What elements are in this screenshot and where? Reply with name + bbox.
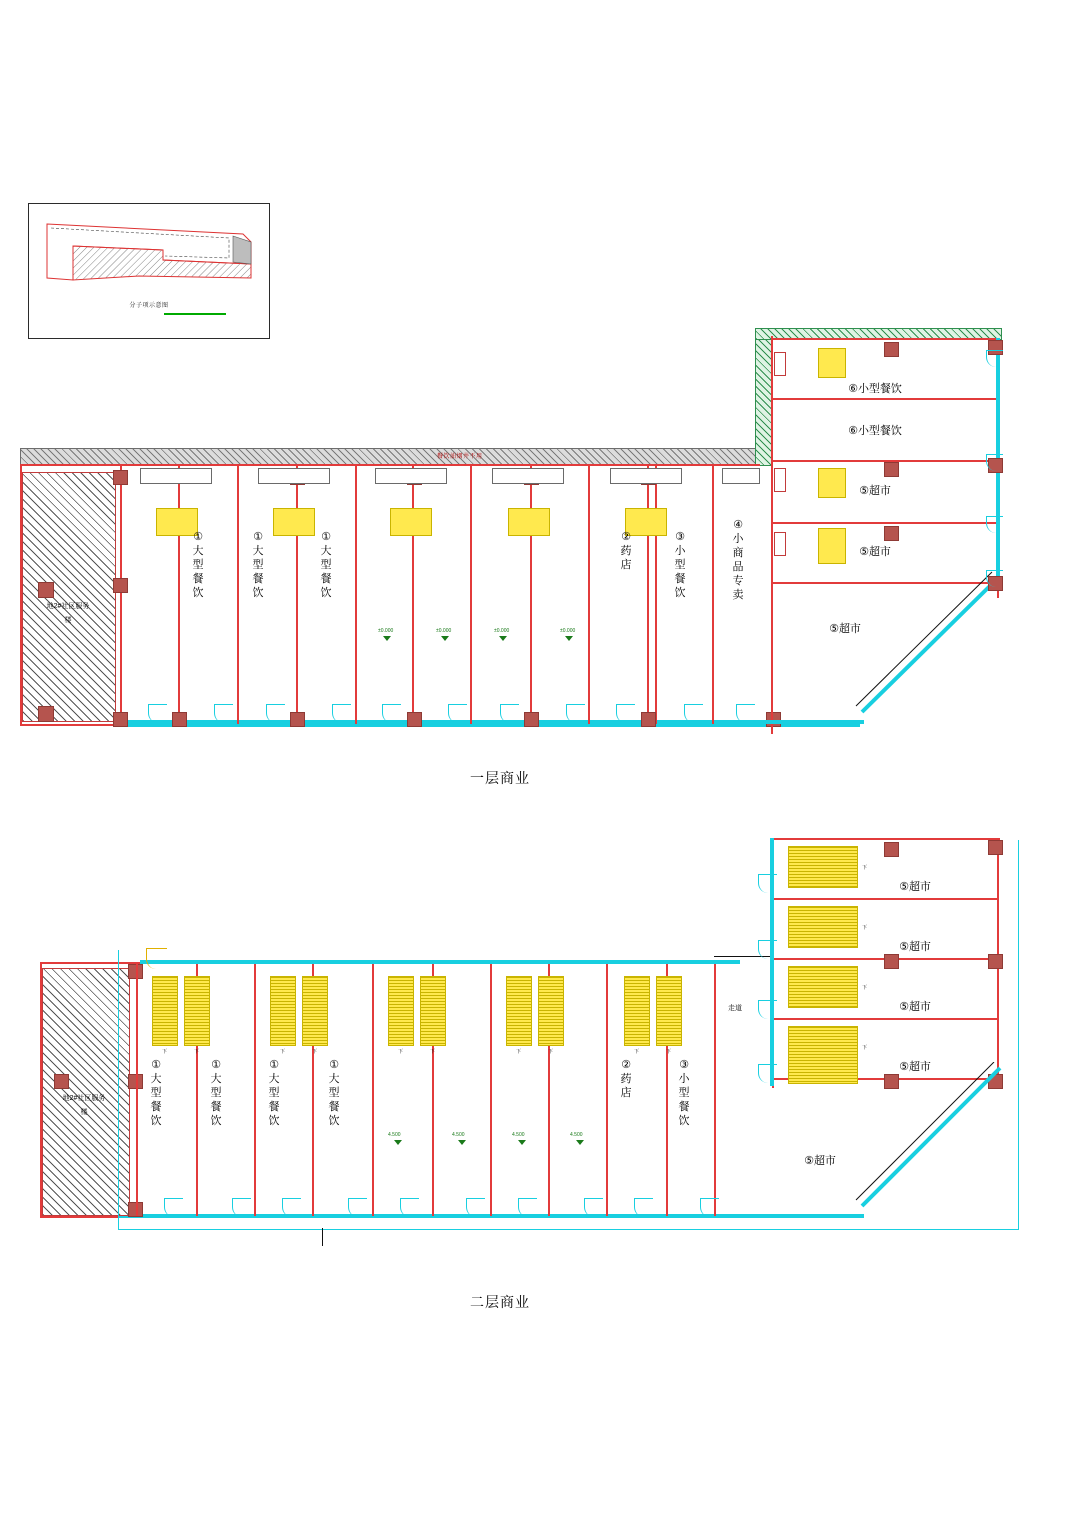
unit-number: ③ bbox=[679, 1059, 689, 1071]
partition-wall bbox=[530, 466, 532, 716]
partition-wall bbox=[647, 466, 649, 716]
banner-note-f1: 餐饮油烟井不用 bbox=[437, 454, 483, 460]
unit-number: ⑤ bbox=[899, 1001, 909, 1013]
door-arc bbox=[348, 1198, 367, 1217]
fixture-group bbox=[258, 468, 330, 484]
unit-name: 超市 bbox=[868, 546, 891, 558]
unit-label bbox=[820, 412, 930, 438]
wing-div-1-f2 bbox=[774, 898, 998, 900]
service-block-label-f2: 地2#社区服务楼 bbox=[62, 1095, 106, 1116]
stair-core-highlight bbox=[538, 976, 564, 1046]
unit-label: ③ 小 型 餐 饮 bbox=[678, 1059, 690, 1127]
service-block-f1 bbox=[22, 472, 116, 722]
elevation-mark: 4.500 bbox=[570, 1132, 583, 1138]
service-block-label-f1: 地2#社区服务楼 bbox=[46, 603, 90, 624]
column bbox=[988, 840, 1003, 855]
stair-core-highlight bbox=[420, 976, 446, 1046]
partition-wall bbox=[296, 466, 298, 716]
partition-wall bbox=[655, 466, 657, 724]
door-arc bbox=[164, 1198, 183, 1217]
stair-core-highlight bbox=[270, 976, 296, 1046]
column bbox=[290, 712, 305, 727]
stair-core-highlight bbox=[388, 976, 414, 1046]
column bbox=[641, 712, 656, 727]
key-plan-box bbox=[28, 203, 270, 339]
column bbox=[38, 582, 54, 598]
door-arc bbox=[758, 940, 777, 959]
tick-mark bbox=[322, 1228, 323, 1246]
unit-number: ② bbox=[621, 1059, 631, 1071]
partition-wall bbox=[237, 466, 239, 724]
elevation-triangle bbox=[441, 636, 449, 641]
stair-core-highlight bbox=[506, 976, 532, 1046]
door-arc bbox=[700, 1198, 719, 1217]
unit-label: ① 大 型 餐 饮 bbox=[320, 531, 332, 599]
column bbox=[54, 1074, 69, 1089]
unit-label: ①大 型 餐 饮 bbox=[210, 1059, 222, 1127]
door-arc bbox=[382, 704, 401, 723]
unit-label bbox=[820, 370, 930, 396]
unit-number: ⑤ bbox=[829, 623, 839, 635]
stair-direction-mark: 下 bbox=[312, 1049, 318, 1055]
unit-number: ② bbox=[621, 531, 631, 543]
partition-wall bbox=[372, 964, 374, 1216]
door-arc bbox=[616, 704, 635, 723]
door-arc bbox=[518, 1198, 537, 1217]
unit-number: ④ bbox=[733, 519, 743, 531]
unit-number: ⑤ bbox=[859, 546, 869, 558]
partition-wall bbox=[712, 466, 714, 724]
floor-1-plan bbox=[0, 320, 1080, 790]
column bbox=[884, 954, 899, 969]
unit-number: ⑤ bbox=[804, 1155, 814, 1167]
unit-number: ① bbox=[211, 1059, 221, 1071]
stair-direction-mark: 下 bbox=[430, 1049, 436, 1055]
unit-label: ① 大 型 餐 饮 bbox=[192, 531, 204, 599]
unit-label bbox=[790, 610, 900, 636]
column bbox=[884, 342, 899, 357]
partition-wall bbox=[714, 964, 716, 1216]
unit-label bbox=[860, 988, 970, 1014]
stair-core-highlight bbox=[624, 976, 650, 1046]
door-arc bbox=[214, 704, 233, 723]
elevation-triangle bbox=[394, 1140, 402, 1145]
stair-direction-mark: 下 bbox=[862, 925, 868, 931]
wing-wall-top-f1 bbox=[771, 338, 999, 340]
stair-core-highlight bbox=[184, 976, 210, 1046]
partition-wall bbox=[136, 964, 138, 1216]
unit-number: ① bbox=[269, 1059, 279, 1071]
column bbox=[172, 712, 187, 727]
elevation-mark: ±0.000 bbox=[436, 628, 452, 634]
unit-number: ① bbox=[193, 531, 203, 543]
column bbox=[884, 842, 899, 857]
elevation-mark: ±0.000 bbox=[378, 628, 394, 634]
key-plan-caption: 分子项示意图 bbox=[129, 303, 169, 309]
fixture-group bbox=[722, 468, 760, 484]
column bbox=[988, 954, 1003, 969]
stair-core-highlight bbox=[390, 508, 432, 536]
elevation-mark: ±0.000 bbox=[560, 628, 576, 634]
elevation-triangle bbox=[458, 1140, 466, 1145]
stair-core-highlight bbox=[788, 906, 858, 948]
unit-label bbox=[820, 472, 930, 498]
floor-caption-f2: 二层商业 bbox=[470, 1294, 530, 1310]
stair-direction-mark: 下 bbox=[862, 865, 868, 871]
door-arc bbox=[146, 948, 167, 969]
column bbox=[407, 712, 422, 727]
elevation-mark: ±0.000 bbox=[494, 628, 510, 634]
unit-number: ⑤ bbox=[899, 941, 909, 953]
unit-label: ④ 小 商 品 专 卖 bbox=[732, 519, 744, 601]
fixture-group bbox=[610, 468, 682, 484]
partition-wall bbox=[178, 466, 180, 716]
stair-direction-mark: 下 bbox=[194, 1049, 200, 1055]
partition-wall bbox=[412, 466, 414, 716]
key-plan-shape bbox=[43, 220, 255, 302]
unit-name: 超市 bbox=[908, 1001, 931, 1013]
floor-2-plan bbox=[0, 830, 1080, 1350]
unit-name: 超市 bbox=[868, 485, 891, 497]
partition-wall bbox=[120, 466, 122, 724]
unit-name: 超市 bbox=[838, 623, 861, 635]
door-arc bbox=[634, 1198, 653, 1217]
window-mark bbox=[774, 532, 786, 556]
stair-direction-mark: 下 bbox=[548, 1049, 554, 1055]
site-outline bbox=[118, 1228, 1018, 1230]
elevation-mark: 4.500 bbox=[452, 1132, 465, 1138]
partition-wall bbox=[606, 964, 608, 1216]
wing-wall-left-f1 bbox=[771, 336, 773, 734]
wing-div-3-f2 bbox=[774, 1018, 998, 1020]
unit-label: ② 药 店 bbox=[620, 531, 632, 571]
unit-number: ⑤ bbox=[859, 485, 869, 497]
door-arc bbox=[148, 704, 167, 723]
unit-label: ①大 型 餐 饮 bbox=[328, 1059, 340, 1127]
corridor-label: 走道 bbox=[728, 1005, 742, 1012]
wing-div-3 bbox=[773, 522, 997, 524]
stair-direction-mark: 下 bbox=[862, 985, 868, 991]
door-arc bbox=[566, 704, 585, 723]
elevation-triangle bbox=[576, 1140, 584, 1145]
column bbox=[113, 578, 128, 593]
unit-label: ① 大 型 餐 饮 bbox=[252, 531, 264, 599]
partition-wall bbox=[490, 964, 492, 1216]
stair-core-highlight bbox=[508, 508, 550, 536]
door-arc bbox=[500, 704, 519, 723]
unit-name: 超市 bbox=[813, 1155, 836, 1167]
door-arc bbox=[584, 1198, 603, 1217]
elevation-mark: 4.500 bbox=[512, 1132, 525, 1138]
stair-direction-mark: 下 bbox=[280, 1049, 286, 1055]
column bbox=[524, 712, 539, 727]
elevation-triangle bbox=[518, 1140, 526, 1145]
door-arc bbox=[986, 570, 1003, 587]
door-arc bbox=[282, 1198, 301, 1217]
unit-name: 超市 bbox=[908, 881, 931, 893]
door-arc bbox=[466, 1198, 485, 1217]
elevation-triangle bbox=[499, 636, 507, 641]
stair-direction-mark: 下 bbox=[162, 1049, 168, 1055]
unit-label bbox=[860, 928, 970, 954]
unit-label bbox=[860, 868, 970, 894]
column bbox=[113, 712, 128, 727]
unit-name: 小型餐饮 bbox=[857, 425, 902, 437]
site-outline-right bbox=[1018, 840, 1020, 1230]
stair-core-highlight bbox=[788, 846, 858, 888]
fixture-group bbox=[375, 468, 447, 484]
stair-core-highlight bbox=[788, 966, 858, 1008]
elevation-triangle bbox=[383, 636, 391, 641]
stair-direction-mark: 下 bbox=[634, 1049, 640, 1055]
fixture-group bbox=[140, 468, 212, 484]
wing-wall-top-f2 bbox=[772, 838, 1000, 840]
partition-wall bbox=[470, 466, 472, 724]
partition-wall bbox=[355, 466, 357, 724]
unit-label bbox=[820, 533, 930, 559]
glazing-south-wing bbox=[760, 720, 864, 724]
door-arc bbox=[400, 1198, 419, 1217]
unit-name: 超市 bbox=[908, 941, 931, 953]
unit-number: ⑥ bbox=[848, 425, 858, 437]
door-arc bbox=[232, 1198, 251, 1217]
unit-label: ③ 小 型 餐 饮 bbox=[674, 531, 686, 599]
partition-wall bbox=[588, 466, 590, 724]
door-arc bbox=[736, 704, 755, 723]
diagonal-glazing-f1 bbox=[840, 570, 1010, 730]
door-arc bbox=[758, 1064, 777, 1083]
unit-number: ⑤ bbox=[899, 1061, 909, 1073]
unit-number: ⑤ bbox=[899, 881, 909, 893]
column bbox=[38, 706, 54, 722]
door-arc bbox=[758, 1000, 777, 1019]
stair-core-highlight bbox=[656, 976, 682, 1046]
elevation-mark: 4.500 bbox=[388, 1132, 401, 1138]
door-arc bbox=[986, 454, 1003, 471]
key-plan-underline bbox=[164, 313, 226, 315]
site-outline-left bbox=[118, 950, 120, 1230]
partition-wall bbox=[254, 964, 256, 1216]
floor-caption-f1: 一层商业 bbox=[470, 770, 530, 786]
unit-number: ① bbox=[321, 531, 331, 543]
door-arc bbox=[986, 350, 1003, 367]
unit-label: ①大 型 餐 饮 bbox=[268, 1059, 280, 1127]
stair-direction-mark: 下 bbox=[516, 1049, 522, 1055]
wing-div-1 bbox=[773, 398, 997, 400]
door-arc bbox=[266, 704, 285, 723]
door-arc bbox=[758, 874, 777, 893]
stair-direction-mark: 下 bbox=[666, 1049, 672, 1055]
door-arc bbox=[332, 704, 351, 723]
unit-label: ①大 型 餐 饮 bbox=[150, 1059, 162, 1127]
unit-number: ⑥ bbox=[848, 383, 858, 395]
unit-name: 超市 bbox=[908, 1061, 931, 1073]
glazing-south-wing-f2 bbox=[758, 1214, 864, 1218]
window-mark bbox=[774, 352, 786, 376]
stair-core-highlight bbox=[302, 976, 328, 1046]
unit-number: ① bbox=[151, 1059, 161, 1071]
elevation-triangle bbox=[565, 636, 573, 641]
door-arc bbox=[986, 516, 1003, 533]
door-arc bbox=[448, 704, 467, 723]
stair-direction-mark: 下 bbox=[862, 1045, 868, 1051]
window-mark bbox=[774, 468, 786, 492]
glazing-south-f1-b bbox=[120, 723, 860, 727]
column bbox=[113, 470, 128, 485]
stair-core-highlight bbox=[273, 508, 315, 536]
stair-direction-mark: 下 bbox=[398, 1049, 404, 1055]
unit-number: ① bbox=[253, 531, 263, 543]
unit-number: ① bbox=[329, 1059, 339, 1071]
fixture-group bbox=[492, 468, 564, 484]
unit-number: ③ bbox=[675, 531, 685, 543]
unit-name: 小型餐饮 bbox=[857, 383, 902, 395]
stair-core-highlight bbox=[152, 976, 178, 1046]
wall-north-f1 bbox=[20, 464, 760, 466]
unit-label: ② 药 店 bbox=[620, 1059, 632, 1099]
door-arc bbox=[684, 704, 703, 723]
diagonal-glazing-f2 bbox=[840, 1062, 1020, 1232]
glazing-south-f2 bbox=[118, 1214, 860, 1218]
glazing-north-f2 bbox=[140, 960, 740, 964]
